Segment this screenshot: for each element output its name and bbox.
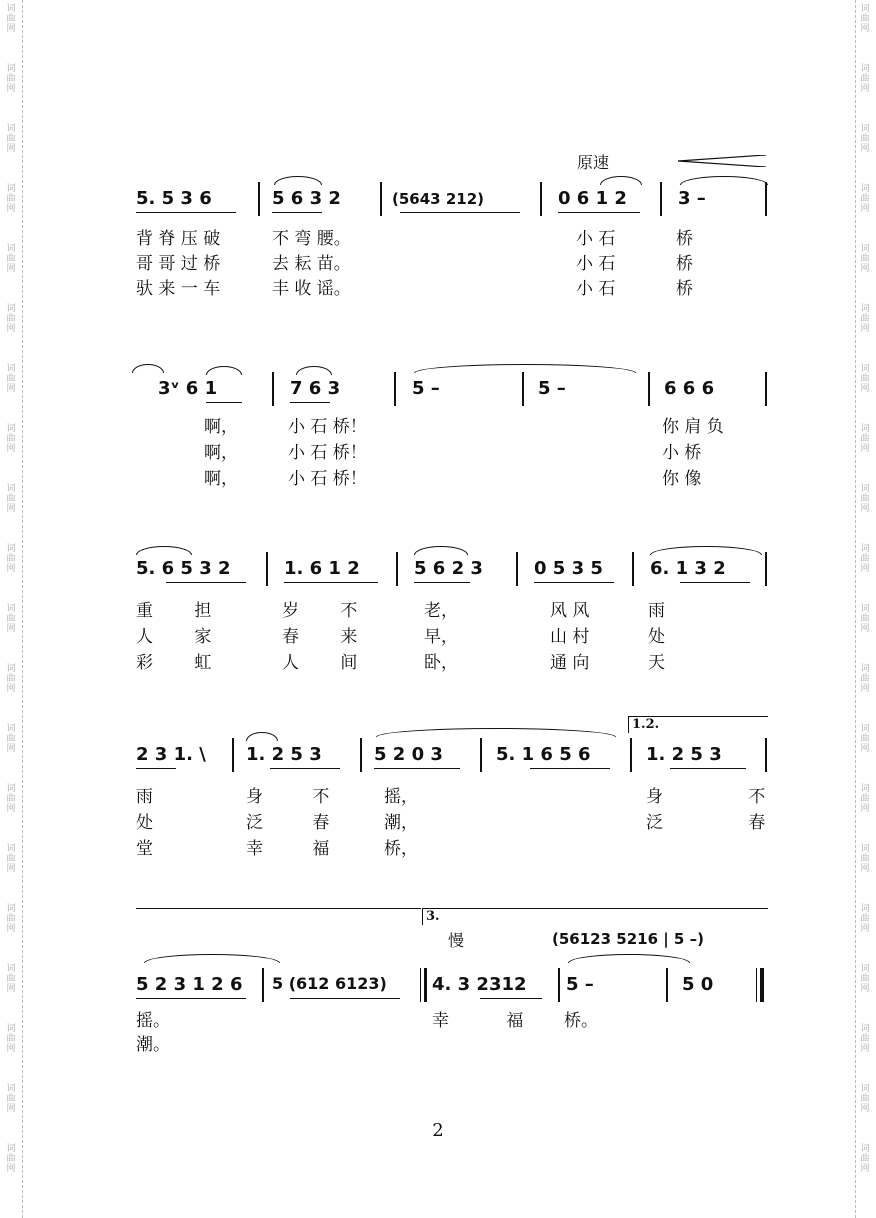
underline-beam xyxy=(400,212,520,213)
measure-note: 5. 6 5 3 2 xyxy=(136,558,231,579)
slur xyxy=(136,546,192,555)
lyric: 桥。 xyxy=(564,1011,598,1031)
measure-note: 5 2 0 3 xyxy=(374,744,443,765)
watermark-text: 词 曲 网 xyxy=(6,184,16,214)
lyric: 通 向 xyxy=(550,653,590,673)
lyric: 处 xyxy=(136,813,153,833)
watermark-text: 词 曲 网 xyxy=(860,64,870,94)
barline xyxy=(380,182,382,216)
slur xyxy=(650,546,762,555)
underline-beam xyxy=(136,768,176,769)
notation-line xyxy=(0,738,876,772)
slow-marking: 慢 xyxy=(448,931,465,950)
lyric: 摇， xyxy=(384,787,418,807)
measure-note: 5 – xyxy=(538,378,566,399)
lyric: 山 村 xyxy=(550,627,590,647)
measure-note: 1. 2 5 3 xyxy=(246,744,322,765)
lyric: 卧， xyxy=(424,653,458,673)
slur xyxy=(414,546,468,555)
slur xyxy=(246,732,278,741)
lyric: 风 风 xyxy=(550,601,590,621)
barline xyxy=(262,968,264,1002)
slur xyxy=(376,728,616,737)
lyric: 老， xyxy=(424,601,458,621)
watermark-text: 词 曲 网 xyxy=(6,1084,16,1114)
lyric: 小 桥 xyxy=(662,443,702,463)
lyric-line-1 xyxy=(0,782,876,808)
third-ending-bracket: 3. xyxy=(422,908,768,925)
measure-note: 7 6 3 xyxy=(290,378,341,399)
watermark-text: 词 曲 网 xyxy=(6,484,16,514)
measure-note: 5 6 2 3 xyxy=(414,558,483,579)
first-second-ending-bracket: 1.2. xyxy=(628,716,768,733)
instrumental-interlude: (56123 5216 | 5 –) xyxy=(552,930,704,948)
barline xyxy=(232,738,234,772)
lyric: 桥 xyxy=(676,279,693,299)
tie xyxy=(414,364,636,373)
underline-beam xyxy=(206,402,242,403)
lyric: 小 石 xyxy=(576,279,616,299)
diminuendo-wedge xyxy=(678,155,766,167)
watermark-text: 词 曲 网 xyxy=(6,64,16,94)
watermark-text: 词 曲 网 xyxy=(6,844,16,874)
measure-note: 0 5 3 5 xyxy=(534,558,603,579)
lyric: 哥 哥 过 桥 xyxy=(136,254,221,274)
slur xyxy=(206,366,242,375)
watermark-text: 词 曲 网 xyxy=(6,4,16,34)
watermark-text: 词 曲 网 xyxy=(6,724,16,754)
lyric: 小 石 xyxy=(576,229,616,249)
final-barline-thin xyxy=(756,968,757,1002)
lyric: 处 xyxy=(648,627,665,647)
tie xyxy=(568,954,690,963)
underline-beam xyxy=(270,768,340,769)
notation-line xyxy=(0,552,876,586)
watermark-text: 词 曲 网 xyxy=(860,1024,870,1054)
watermark-text: 词 曲 网 xyxy=(860,664,870,694)
lyric: 身 不 xyxy=(246,787,352,807)
watermark-text: 词 曲 网 xyxy=(6,664,16,694)
lyric-line-3 xyxy=(0,274,876,300)
barline xyxy=(516,552,518,586)
lyric: 岁 不 xyxy=(282,601,376,621)
watermark-text: 词 曲 网 xyxy=(860,1144,870,1174)
measure-note: 5 – xyxy=(566,974,594,995)
lyric-line-3 xyxy=(0,464,876,490)
watermark-text: 词 曲 网 xyxy=(860,904,870,934)
first-ending-continuation-line xyxy=(136,908,421,909)
lyric-line-2 xyxy=(0,622,876,648)
tempo-primo-marking: 原速 xyxy=(577,153,610,172)
slur xyxy=(144,954,280,963)
barline xyxy=(272,372,274,406)
measure-note: 5 6 3 2 xyxy=(272,188,341,209)
lyric: 人 间 xyxy=(282,653,376,673)
barline xyxy=(660,182,662,216)
watermark-text: 词 曲 网 xyxy=(860,784,870,814)
measure-note: 5 (612 6123) xyxy=(272,974,387,993)
watermark-text: 词 曲 网 xyxy=(6,304,16,334)
barline xyxy=(258,182,260,216)
underline-beam xyxy=(558,212,640,213)
underline-beam xyxy=(534,582,614,583)
watermark-text: 词 曲 网 xyxy=(6,784,16,814)
watermark-text: 词 曲 网 xyxy=(860,124,870,154)
lyric: 桥 xyxy=(676,254,693,274)
watermark-text: 词 曲 网 xyxy=(6,124,16,154)
watermark-text: 词 曲 网 xyxy=(860,184,870,214)
lyric: 天 xyxy=(648,653,665,673)
underline-beam xyxy=(480,998,542,999)
lyric-line-3 xyxy=(0,834,876,860)
lyric: 潮， xyxy=(384,813,418,833)
lyric: 摇。 xyxy=(136,1011,170,1031)
lyric: 去 耘 苗。 xyxy=(272,254,351,274)
watermark-text: 词 曲 网 xyxy=(860,964,870,994)
lyric-line-1 xyxy=(0,224,876,250)
repeat-barline-thin xyxy=(420,968,421,1002)
watermark-text: 词 曲 网 xyxy=(860,844,870,874)
lyric: 早， xyxy=(424,627,458,647)
watermark-text: 词 曲 网 xyxy=(6,1144,16,1174)
measure-note: 5. 1 6 5 6 xyxy=(496,744,591,765)
underline-beam xyxy=(136,998,246,999)
lyric: 身 不 xyxy=(646,787,806,807)
underline-beam xyxy=(414,582,470,583)
barline xyxy=(360,738,362,772)
lyric: 驮 来 一 车 xyxy=(136,279,221,299)
underline-beam xyxy=(290,402,330,403)
barline xyxy=(765,738,767,772)
lyric: 人 家 xyxy=(136,627,230,647)
lyric: 重 担 xyxy=(136,601,230,621)
tie-continuation xyxy=(132,364,164,373)
lyric: 雨 xyxy=(648,601,665,621)
barline xyxy=(666,968,668,1002)
barline xyxy=(266,552,268,586)
lyric: 你 肩 负 xyxy=(662,417,724,437)
watermark-text: 词 曲 网 xyxy=(6,424,16,454)
underline-beam xyxy=(166,582,246,583)
final-barline-thick xyxy=(760,968,764,1002)
watermark-text: 词 曲 网 xyxy=(860,544,870,574)
lyric: 啊， xyxy=(204,443,238,463)
lyric: 堂 xyxy=(136,839,153,859)
barline xyxy=(558,968,560,1002)
measure-note: 2 3 1. \ xyxy=(136,744,206,765)
barline xyxy=(648,372,650,406)
lyric-line-2 xyxy=(0,438,876,464)
notation-line xyxy=(0,968,876,1002)
repeat-barline-thick xyxy=(424,968,427,1002)
watermark-text: 词 曲 网 xyxy=(6,904,16,934)
barline xyxy=(540,182,542,216)
lyric: 幸 福 xyxy=(432,1011,550,1031)
lyric: 雨 xyxy=(136,787,153,807)
watermark-text: 词 曲 网 xyxy=(860,244,870,274)
watermark-text: 词 曲 网 xyxy=(6,1024,16,1054)
notation-line xyxy=(0,372,876,406)
tie xyxy=(680,176,768,185)
underline-beam xyxy=(530,768,610,769)
watermark-text: 词 曲 网 xyxy=(860,4,870,34)
watermark-text: 词 曲 网 xyxy=(860,724,870,754)
lyric: 小 石 桥！ xyxy=(288,469,367,489)
measure-note: 3 – xyxy=(678,188,706,209)
watermark-text: 词 曲 网 xyxy=(6,544,16,574)
measure-note: 6 6 6 xyxy=(664,378,715,399)
lyric: 丰 收 谣。 xyxy=(272,279,351,299)
watermark-text: 词 曲 网 xyxy=(860,1084,870,1114)
measure-note: 5 2 3 1 2 6 xyxy=(136,974,243,995)
lyric-line-2 xyxy=(0,1030,876,1056)
barline xyxy=(630,738,632,772)
lyric: 泛 春 xyxy=(246,813,352,833)
watermark-text: 词 曲 网 xyxy=(860,304,870,334)
barline xyxy=(765,552,767,586)
underline-beam xyxy=(272,212,322,213)
measure-note: 1. 6 1 2 xyxy=(284,558,360,579)
barline xyxy=(396,552,398,586)
watermark-text: 词 曲 网 xyxy=(860,364,870,394)
lyric: 不 弯 腰。 xyxy=(272,229,351,249)
underline-beam xyxy=(374,768,460,769)
watermark-text: 词 曲 网 xyxy=(860,604,870,634)
lyric: 彩 虹 xyxy=(136,653,230,673)
lyric: 啊， xyxy=(204,469,238,489)
lyric: 幸 福 xyxy=(246,839,352,859)
watermark-text: 词 曲 网 xyxy=(6,364,16,394)
barline xyxy=(765,372,767,406)
barline xyxy=(522,372,524,406)
notation-line xyxy=(0,182,876,216)
barline xyxy=(480,738,482,772)
barline xyxy=(394,372,396,406)
slur xyxy=(600,176,642,185)
lyric-line-1 xyxy=(0,596,876,622)
lyric: 桥 xyxy=(676,229,693,249)
watermark-text: 词 曲 网 xyxy=(6,604,16,634)
lyric: 小 石 桥！ xyxy=(288,443,367,463)
watermark-text: 词 曲 网 xyxy=(6,244,16,274)
watermark-text: 词 曲 网 xyxy=(860,424,870,454)
lyric-line-3 xyxy=(0,648,876,674)
barline xyxy=(765,182,767,216)
watermark-text: 词 曲 网 xyxy=(860,484,870,514)
barline xyxy=(632,552,634,586)
lyric-line-2 xyxy=(0,249,876,275)
lyric: 啊， xyxy=(204,417,238,437)
underline-beam xyxy=(284,582,378,583)
measure-note: 5 – xyxy=(412,378,440,399)
lyric: 桥， xyxy=(384,839,418,859)
underline-beam xyxy=(680,582,750,583)
lyric: 春 来 xyxy=(282,627,376,647)
measure-note: (5643 212) xyxy=(392,190,484,208)
measure-note: 0 6 1 2 xyxy=(558,188,627,209)
lyric: 你 像 xyxy=(662,469,702,489)
page-number: 2 xyxy=(432,1120,444,1141)
lyric-line-2 xyxy=(0,808,876,834)
lyric: 潮。 xyxy=(136,1035,170,1055)
slur xyxy=(296,366,332,375)
watermark-text: 词 曲 网 xyxy=(6,964,16,994)
measure-note: 5. 5 3 6 xyxy=(136,188,212,209)
measure-note: 4. 3 2312 xyxy=(432,974,527,995)
slur xyxy=(274,176,322,185)
measure-note: 3ᵛ 6 1 xyxy=(158,378,218,399)
underline-beam xyxy=(290,998,400,999)
underline-beam xyxy=(136,212,236,213)
lyric: 背 脊 压 破 xyxy=(136,229,221,249)
measure-note: 6. 1 3 2 xyxy=(650,558,726,579)
measure-note: 5 0 xyxy=(682,974,714,995)
measure-note: 1. 2 5 3 xyxy=(646,744,722,765)
lyric: 泛 春 xyxy=(646,813,806,833)
underline-beam xyxy=(670,768,746,769)
lyric: 小 石 xyxy=(576,254,616,274)
lyric-line-1 xyxy=(0,412,876,438)
lyric: 小 石 桥！ xyxy=(288,417,367,437)
lyric-line-1 xyxy=(0,1006,876,1032)
